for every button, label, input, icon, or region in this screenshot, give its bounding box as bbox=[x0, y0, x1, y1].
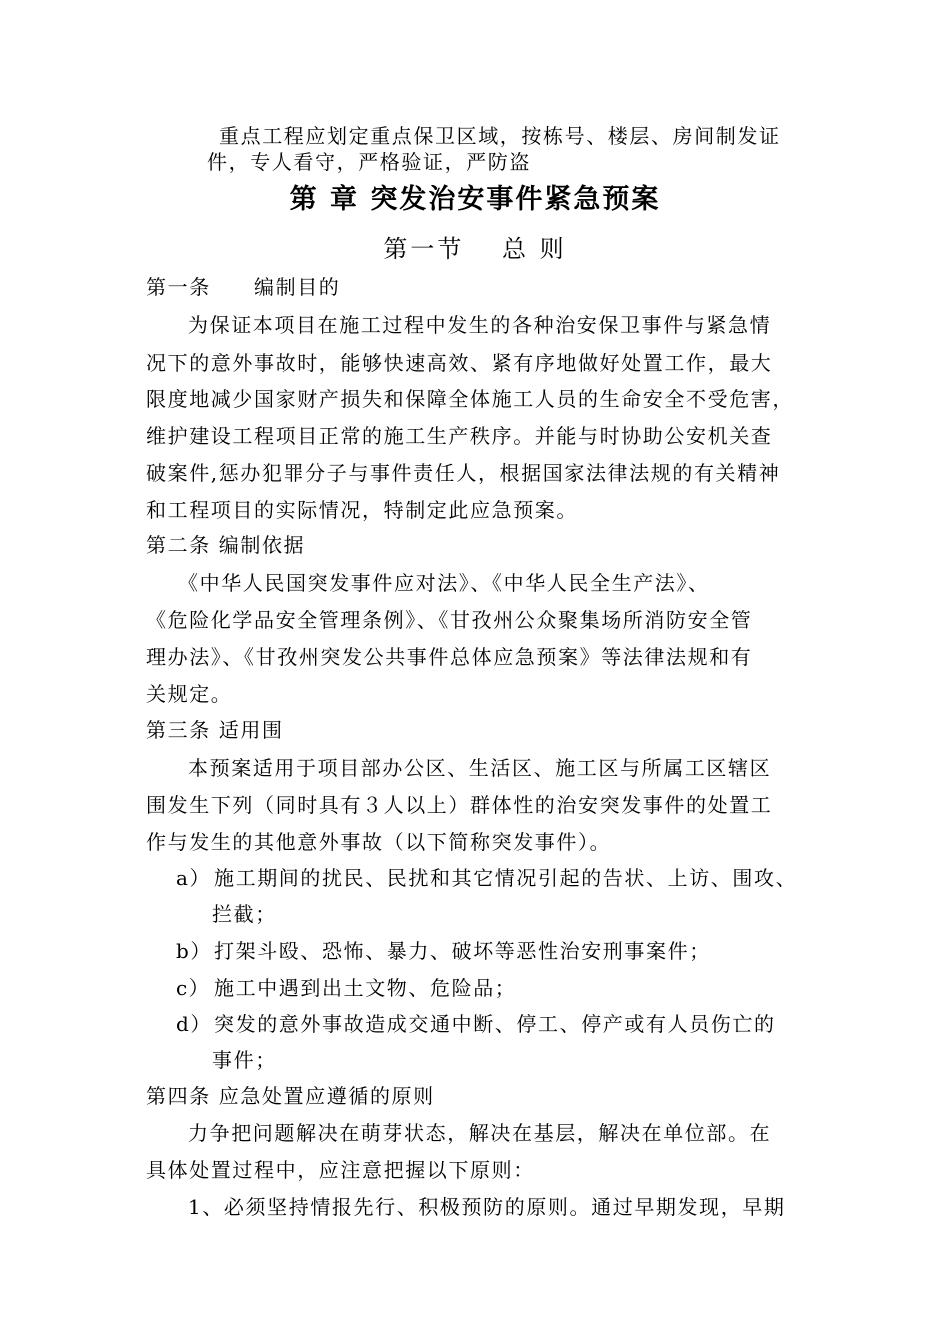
article2-line-1: 《中华人民国突发事件应对法》、《中华人民全生产法》、 bbox=[178, 571, 710, 595]
article1-heading: 第一条 编制目的 bbox=[146, 275, 341, 299]
article4-line-2: 具体处置过程中，应注意把握以下原则： bbox=[146, 1158, 535, 1182]
chapter-title: 第 章 突发治安事件紧急预案 bbox=[289, 184, 661, 215]
intro-line-2: 件，专人看守，严格验证，严防盗 bbox=[207, 150, 531, 174]
intro-line-1: 重点工程应划定重点保卫区域，按栋号、楼层、房间制发证 bbox=[219, 124, 781, 148]
article4-heading: 第四条 应急处置应遵循的原则 bbox=[146, 1084, 435, 1108]
article3-line-1: 本预案适用于项目部办公区、生活区、施工区与所属工区辖区 bbox=[188, 756, 772, 780]
article3-line-2: 围发生下列（同时具有３人以上）群体性的治安突发事件的处置工 bbox=[146, 793, 773, 817]
article2-heading: 第二条 编制依据 bbox=[146, 533, 306, 557]
list-marker: c） bbox=[176, 976, 211, 1000]
article2-line-4: 关规定。 bbox=[146, 682, 233, 706]
article4-line-1: 力争把问题解决在萌芽状态，解决在基层，解决在单位部。在 bbox=[188, 1121, 772, 1145]
list-item-text: 施工中遇到出土文物、危险品； bbox=[214, 976, 517, 1000]
article1-line-5: 破案件,惩办犯罪分子与事件责任人，根据国家法律法规的有关精神 bbox=[146, 461, 781, 485]
article2-line-2: 《危险化学品安全管理条例》、《甘孜州公众聚集场所消防安全管 bbox=[146, 608, 753, 632]
list-item-c bbox=[176, 975, 516, 1001]
article1-line-6: 和工程项目的实际情况，特制定此应急预案。 bbox=[146, 498, 578, 522]
list-marker: d） bbox=[176, 1012, 213, 1036]
section-title: 第一节 总 则 bbox=[383, 235, 567, 263]
list-item-text: 打架斗殴、恐怖、暴力、破坏等恶性治安刑事案件； bbox=[214, 939, 711, 963]
article1-line-3: 限度地减少国家财产损失和保障全体施工人员的生命安全不受危害， bbox=[146, 387, 794, 411]
list-item-a bbox=[176, 865, 797, 891]
list-item-text: 施工期间的扰民、民扰和其它情况引起的告状、上访、围攻、 bbox=[214, 866, 798, 890]
article1-line-2: 况下的意外事故时，能够快速高效、紧有序地做好处置工作，最大 bbox=[146, 351, 773, 375]
article2-line-3: 理办法》、《甘孜州突发公共事件总体应急预案》等法律法规和有 bbox=[146, 645, 753, 669]
list-item-d bbox=[176, 1011, 776, 1037]
article1-line-4: 维护建设工程项目正常的施工生产秩序。并能与时协助公安机关查 bbox=[146, 424, 773, 448]
article3-heading: 第三条 适用围 bbox=[146, 718, 284, 742]
list-item-text: 突发的意外事故造成交通中断、停工、停产或有人员伤亡的 bbox=[214, 1012, 776, 1036]
list-marker: b） bbox=[176, 939, 213, 963]
article3-line-3: 作与发生的其他意外事故（以下简称突发事件）。 bbox=[146, 830, 612, 854]
list-item-d-continuation: 事件； bbox=[212, 1048, 277, 1072]
list-item-b bbox=[176, 938, 711, 964]
article1-line-1: 为保证本项目在施工过程中发生的各种治安保卫事件与紧急情 bbox=[188, 313, 772, 337]
article4-line-3: 1、必须坚持情报先行、积极预防的原则。通过早期发现，早期 bbox=[188, 1195, 786, 1219]
list-item-a-continuation: 拦截； bbox=[212, 902, 277, 926]
list-marker: a） bbox=[176, 866, 212, 890]
